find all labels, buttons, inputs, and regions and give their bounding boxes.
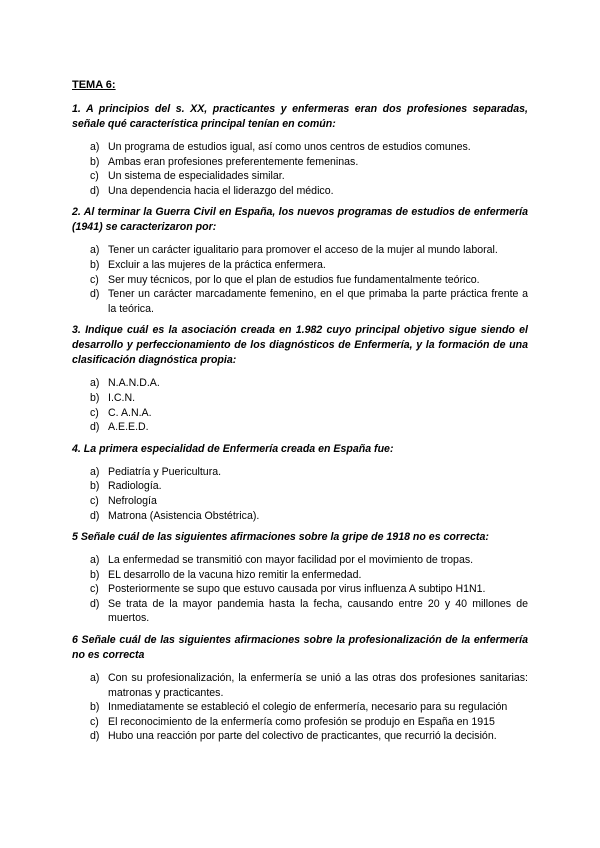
option-letter: a) xyxy=(90,244,100,257)
answer-option xyxy=(72,258,528,273)
answer-options xyxy=(72,553,528,626)
question-6 xyxy=(72,633,528,744)
answer-option xyxy=(72,155,528,170)
answer-option xyxy=(72,509,528,524)
option-text: Tener un carácter igualitario para promover el acceso de la mujer al mundo laboral. xyxy=(108,244,498,257)
answer-option xyxy=(72,391,528,406)
answer-option xyxy=(72,582,528,597)
option-text: Matrona (Asistencia Obstétrica). xyxy=(108,509,260,522)
option-text: Tener un carácter marcadamente femenino, en el que primaba la parte práctica frente a la teórica. xyxy=(108,288,528,315)
option-text: El reconocimiento de la enfermería como profesión se produjo en España en 1915 xyxy=(108,715,495,728)
question-title: 5 Señale cuál de las siguientes afirmaciones sobre la gripe de 1918 no es correcta: xyxy=(72,531,489,544)
option-letter: b) xyxy=(90,391,100,404)
answer-option xyxy=(72,287,528,316)
question-title: 4. La primera especialidad de Enfermería creada en España fue: xyxy=(72,442,394,455)
answer-options xyxy=(72,671,528,744)
option-letter: d) xyxy=(90,288,100,301)
option-letter: d) xyxy=(90,184,100,197)
answer-options xyxy=(72,243,528,316)
answer-options xyxy=(72,140,528,198)
option-text: N.A.N.D.A. xyxy=(108,377,160,390)
answer-option xyxy=(72,715,528,730)
answer-option xyxy=(72,494,528,509)
option-text: Hubo una reacción por parte del colectivo de practicantes, que recurrió la decisión. xyxy=(108,730,497,743)
answer-option xyxy=(72,406,528,421)
option-text: Con su profesionalización, la enfermería se unió a las otras dos profesiones sanitarias: matronas y practicantes. xyxy=(108,672,528,699)
question-3 xyxy=(72,323,528,434)
question-title: 2. Al terminar la Guerra Civil en España, los nuevos programas de estudios de enfermería (1941) se caracterizaron por: xyxy=(72,206,528,234)
answer-option xyxy=(72,169,528,184)
option-letter: b) xyxy=(90,480,100,493)
answer-option xyxy=(72,273,528,288)
option-text: Ambas eran profesiones preferentemente femeninas. xyxy=(108,155,359,168)
section-heading: TEMA 6: xyxy=(72,79,116,91)
option-text: Excluir a las mujeres de la práctica enfermera. xyxy=(108,258,326,271)
option-text: EL desarrollo de la vacuna hizo remitir la enfermedad. xyxy=(108,568,362,581)
answer-option xyxy=(72,729,528,744)
option-letter: b) xyxy=(90,568,100,581)
question-title: 6 Señale cuál de las siguientes afirmaciones sobre la profesionalización de la enfermería no es correcta xyxy=(72,634,528,662)
option-letter: b) xyxy=(90,701,100,714)
answer-option xyxy=(72,553,528,568)
option-letter: d) xyxy=(90,509,100,522)
answer-option xyxy=(72,671,528,700)
option-letter: d) xyxy=(90,597,100,610)
option-text: Posteriormente se supo que estuvo causada por virus influenza A subtipo H1N1. xyxy=(108,583,486,596)
option-text: Ser muy técnicos, por lo que el plan de estudios fue fundamentalmente teórico. xyxy=(108,273,480,286)
option-letter: a) xyxy=(90,377,100,390)
option-letter: a) xyxy=(90,141,100,153)
option-text: Un sistema de especialidades similar. xyxy=(108,170,285,183)
answer-option xyxy=(72,465,528,480)
option-letter: b) xyxy=(90,155,100,168)
answer-options xyxy=(72,376,528,434)
question-title: 3. Indique cuál es la asociación creada en 1.982 cuyo principal objetivo sigue siendo el desarrollo y perfeccionamiento de los diagnósticos de Enfermería, y la formación de una clasificación diagnóstica propia: xyxy=(72,324,528,367)
option-letter: a) xyxy=(90,672,100,685)
option-letter: a) xyxy=(90,554,100,567)
answer-options xyxy=(72,465,528,523)
option-letter: d) xyxy=(90,421,100,434)
question-5 xyxy=(72,530,528,626)
answer-option xyxy=(72,376,528,391)
option-letter: a) xyxy=(90,465,100,478)
option-text: Nefrología xyxy=(108,494,157,507)
option-text: Inmediatamente se estableció el colegio de enfermería, necesario para su regulación xyxy=(108,701,508,714)
answer-option xyxy=(72,420,528,435)
answer-option xyxy=(72,184,528,199)
option-letter: d) xyxy=(90,730,100,743)
question-list xyxy=(72,102,528,744)
option-letter: c) xyxy=(90,273,99,286)
answer-option xyxy=(72,140,528,155)
option-letter: c) xyxy=(90,406,99,419)
question-1 xyxy=(72,102,528,198)
question-2 xyxy=(72,205,528,316)
answer-option xyxy=(72,479,528,494)
option-text: C. A.N.A. xyxy=(108,406,152,419)
answer-option xyxy=(72,568,528,583)
question-4 xyxy=(72,442,528,523)
answer-option xyxy=(72,700,528,715)
answer-option xyxy=(72,597,528,626)
option-letter: c) xyxy=(90,715,99,728)
option-text: Una dependencia hacia el liderazgo del médico. xyxy=(108,184,334,197)
document-page xyxy=(72,78,528,751)
option-letter: c) xyxy=(90,583,99,596)
answer-option xyxy=(72,243,528,258)
option-text: Se trata de la mayor pandemia hasta la fecha, causando entre 20 y 40 millones de muertos. xyxy=(108,597,528,625)
option-text: Radiología. xyxy=(108,480,162,493)
option-text: I.C.N. xyxy=(108,391,136,404)
option-letter: b) xyxy=(90,258,100,271)
option-text: Pediatría y Puericultura. xyxy=(108,465,222,478)
option-letter: c) xyxy=(90,170,99,183)
option-text: Un programa de estudios igual, así como unos centros de estudios comunes. xyxy=(108,141,471,153)
option-text: La enfermedad se transmitió con mayor facilidad por el movimiento de tropas. xyxy=(108,554,474,567)
option-text: A.E.E.D. xyxy=(108,421,149,434)
question-title: 1. A principios del s. XX, practicantes y enfermeras eran dos profesiones separadas, señale qué característica principal tenían en común: xyxy=(72,103,528,130)
option-letter: c) xyxy=(90,494,99,507)
